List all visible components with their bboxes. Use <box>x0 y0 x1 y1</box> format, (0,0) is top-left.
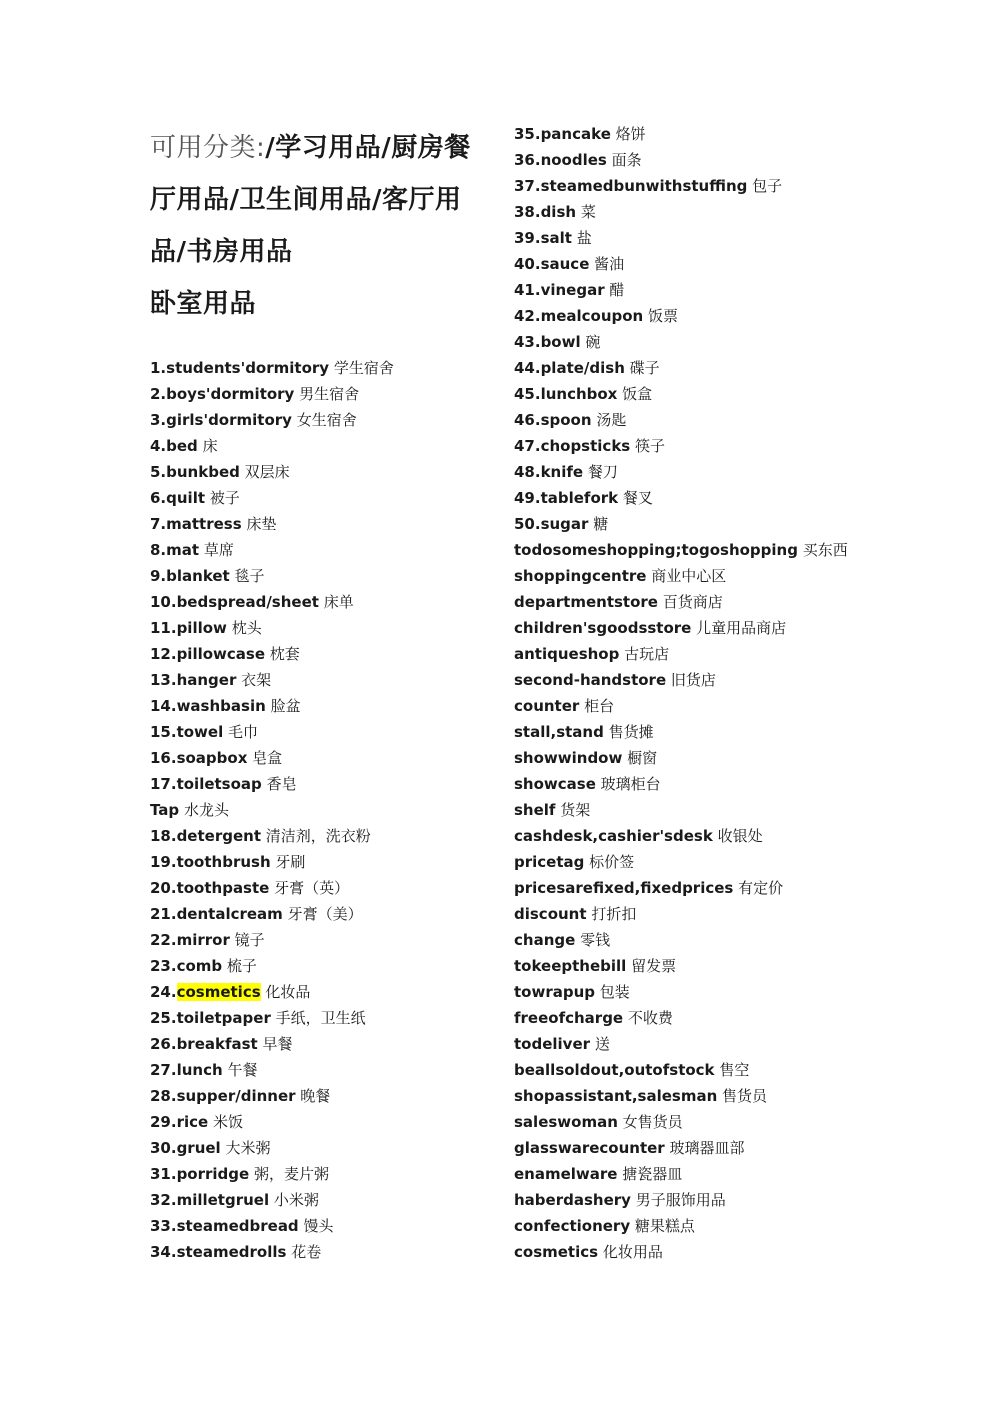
vocabulary-entry <box>150 1005 366 1031</box>
vocabulary-entry <box>150 1161 329 1187</box>
vocabulary-entry <box>150 823 371 849</box>
vocabulary-entry <box>514 849 634 875</box>
vocabulary-entry <box>150 641 300 667</box>
english-term: 16.soapbox <box>150 749 248 767</box>
chinese-translation: 大米粥 <box>225 1139 271 1157</box>
chinese-translation: 化妆品 <box>265 983 311 1001</box>
chinese-translation: 打折扣 <box>591 905 637 923</box>
chinese-translation: 旧货店 <box>670 671 716 689</box>
english-term: 10.bedspread/sheet <box>150 593 319 611</box>
heading-prefix: 可用分类: <box>150 133 266 163</box>
chinese-translation: 牙刷 <box>275 853 306 871</box>
chinese-translation: 筷子 <box>635 437 666 455</box>
vocabulary-entry <box>150 537 234 563</box>
english-term: 21.dentalcream <box>150 905 283 923</box>
english-term: 18.detergent <box>150 827 261 845</box>
chinese-translation: 包子 <box>752 177 783 195</box>
vocabulary-entry <box>514 771 661 797</box>
chinese-translation: 糖果糕点 <box>634 1217 695 1235</box>
vocabulary-entry <box>150 1083 330 1109</box>
vocabulary-entry <box>514 953 676 979</box>
vocabulary-entry <box>150 745 282 771</box>
chinese-translation: 送 <box>594 1035 610 1053</box>
chinese-translation: 碟子 <box>629 359 660 377</box>
english-term: 7.mattress <box>150 515 242 533</box>
vocabulary-entry <box>150 589 354 615</box>
chinese-translation: 古玩店 <box>624 645 670 663</box>
chinese-translation: 手纸，卫生纸 <box>275 1009 366 1027</box>
vocabulary-entry <box>514 797 590 823</box>
english-term: todosomeshopping;togoshopping <box>514 541 798 559</box>
heading-line-2: 厅用品/卫生间用品/客厅用 <box>150 185 462 215</box>
english-term: 27.lunch <box>150 1061 223 1079</box>
english-term: beallsoldout,outofstock <box>514 1061 715 1079</box>
vocabulary-entry <box>514 121 646 147</box>
vocabulary-entry <box>150 719 258 745</box>
english-term: 2.boys'dormitory <box>150 385 295 403</box>
english-term: 28.supper/dinner <box>150 1087 296 1105</box>
english-term: stall,stand <box>514 723 604 741</box>
vocabulary-entry <box>150 511 276 537</box>
chinese-translation: 梳子 <box>226 957 257 975</box>
vocabulary-entry <box>514 329 600 355</box>
vocabulary-entry <box>514 277 624 303</box>
english-term: second-handstore <box>514 671 667 689</box>
vocabulary-entry <box>150 381 359 407</box>
vocabulary-entry <box>514 459 618 485</box>
heading-line-1 <box>150 122 490 174</box>
vocabulary-entry <box>150 797 229 823</box>
english-term: 30.gruel <box>150 1139 221 1157</box>
vocabulary-entry <box>150 979 310 1005</box>
english-term: 20.toothpaste <box>150 879 270 897</box>
vocabulary-entry <box>514 511 608 537</box>
english-term: 40.sauce <box>514 255 590 273</box>
chinese-translation: 镜子 <box>234 931 265 949</box>
chinese-translation: 毯子 <box>234 567 265 585</box>
english-term: 32.milletgruel <box>150 1191 270 1209</box>
vocabulary-entry <box>514 433 665 459</box>
chinese-translation: 餐叉 <box>622 489 653 507</box>
english-term: 19.toothbrush <box>150 853 271 871</box>
chinese-translation: 床垫 <box>246 515 277 533</box>
vocabulary-entry <box>514 303 678 329</box>
chinese-translation: 百货商店 <box>662 593 723 611</box>
english-term: 43.bowl <box>514 333 581 351</box>
english-term: glasswarecounter <box>514 1139 665 1157</box>
chinese-translation: 女生宿舍 <box>296 411 357 429</box>
vocabulary-entry <box>514 199 596 225</box>
english-term: freeofcharge <box>514 1009 624 1027</box>
chinese-translation: 床单 <box>323 593 354 611</box>
chinese-translation: 饭票 <box>648 307 679 325</box>
chinese-translation: 牙膏（美） <box>287 905 363 923</box>
vocabulary-entry <box>514 1083 767 1109</box>
vocabulary-entry <box>514 693 614 719</box>
vocabulary-entry <box>514 225 592 251</box>
english-term: 4.bed <box>150 437 198 455</box>
chinese-translation: 不收费 <box>627 1009 673 1027</box>
chinese-translation: 男子服饰用品 <box>635 1191 726 1209</box>
chinese-translation: 糖 <box>593 515 609 533</box>
english-term: cosmetics <box>514 1243 599 1261</box>
vocabulary-entry <box>150 485 240 511</box>
vocabulary-entry <box>514 667 716 693</box>
chinese-translation: 菜 <box>580 203 596 221</box>
vocabulary-entry <box>150 615 262 641</box>
english-term: 12.pillowcase <box>150 645 266 663</box>
english-term: 37.steamedbunwithstuffing <box>514 177 748 195</box>
chinese-translation: 男生宿舍 <box>299 385 360 403</box>
chinese-translation: 碗 <box>585 333 601 351</box>
vocabulary-entry <box>514 745 657 771</box>
vocabulary-entry <box>150 1213 333 1239</box>
english-term: 35.pancake <box>514 125 611 143</box>
chinese-translation: 早餐 <box>262 1035 293 1053</box>
vocabulary-entry <box>514 1161 682 1187</box>
english-term: 41.vinegar <box>514 281 605 299</box>
chinese-translation: 收银处 <box>717 827 763 845</box>
english-term: towrapup <box>514 983 596 1001</box>
chinese-translation: 馒头 <box>303 1217 334 1235</box>
english-term: showcase <box>514 775 596 793</box>
vocabulary-entry <box>514 901 636 927</box>
chinese-translation: 玻璃器皿部 <box>669 1139 745 1157</box>
english-term: 25.toiletpaper <box>150 1009 271 1027</box>
english-term: 24. <box>150 983 177 1001</box>
chinese-translation: 双层床 <box>244 463 290 481</box>
english-term: 44.plate/dish <box>514 359 625 377</box>
english-term: 48.knife <box>514 463 584 481</box>
chinese-translation: 玻璃柜台 <box>600 775 661 793</box>
english-term: children'sgoodsstore <box>514 619 692 637</box>
chinese-translation: 餐刀 <box>587 463 618 481</box>
vocabulary-entry <box>514 1031 610 1057</box>
english-term: 42.mealcoupon <box>514 307 644 325</box>
chinese-translation: 有定价 <box>738 879 784 897</box>
chinese-translation: 橱窗 <box>627 749 658 767</box>
chinese-translation: 汤匙 <box>596 411 627 429</box>
english-term: 34.steamedrolls <box>150 1243 287 1261</box>
english-term: 17.toiletsoap <box>150 775 262 793</box>
english-term: departmentstore <box>514 593 658 611</box>
vocabulary-entry <box>150 771 297 797</box>
english-term: shelf <box>514 801 556 819</box>
vocabulary-entry <box>150 927 265 953</box>
english-term: 45.lunchbox <box>514 385 618 403</box>
chinese-translation: 盐 <box>576 229 592 247</box>
vocabulary-entry <box>514 147 642 173</box>
chinese-translation: 水龙头 <box>183 801 229 819</box>
chinese-translation: 醋 <box>609 281 625 299</box>
chinese-translation: 学生宿舍 <box>333 359 394 377</box>
vocabulary-entry <box>514 927 610 953</box>
highlighted-term: cosmetics <box>176 983 261 1001</box>
chinese-translation: 牙膏（英） <box>274 879 350 897</box>
vocabulary-entry <box>514 251 624 277</box>
english-term: 31.porridge <box>150 1165 250 1183</box>
chinese-translation: 衣架 <box>241 671 272 689</box>
vocabulary-entry <box>150 459 290 485</box>
chinese-translation: 毛巾 <box>228 723 259 741</box>
vocabulary-entry <box>150 563 265 589</box>
chinese-translation: 小米粥 <box>273 1191 319 1209</box>
vocabulary-entry <box>514 615 786 641</box>
vocabulary-entry <box>514 537 848 563</box>
english-term: 38.dish <box>514 203 577 221</box>
english-term: showwindow <box>514 749 623 767</box>
vocabulary-entry <box>514 641 669 667</box>
chinese-translation: 香皂 <box>266 775 297 793</box>
english-term: 39.salt <box>514 229 572 247</box>
english-term: 11.pillow <box>150 619 227 637</box>
english-term: 1.students'dormitory <box>150 359 330 377</box>
chinese-translation: 脸盆 <box>270 697 301 715</box>
chinese-translation: 枕头 <box>231 619 262 637</box>
english-term: 47.chopsticks <box>514 437 631 455</box>
english-term: todeliver <box>514 1035 591 1053</box>
vocabulary-entry <box>514 589 723 615</box>
english-term: 9.blanket <box>150 567 230 585</box>
heading-line-1-text: /学习用品/厨房餐 <box>265 133 471 163</box>
english-term: pricesarefixed,fixedprices <box>514 879 734 897</box>
vocabulary-entry <box>514 1239 663 1265</box>
chinese-translation: 零钱 <box>580 931 611 949</box>
vocabulary-entry <box>514 1057 749 1083</box>
english-term: counter <box>514 697 580 715</box>
chinese-translation: 面条 <box>611 151 642 169</box>
english-term: 14.washbasin <box>150 697 266 715</box>
vocabulary-entry <box>150 693 301 719</box>
english-term: change <box>514 931 576 949</box>
english-term: shopassistant,salesman <box>514 1087 718 1105</box>
english-term: cashdesk,cashier'sdesk <box>514 827 713 845</box>
vocabulary-entry <box>150 1057 257 1083</box>
chinese-translation: 售货摊 <box>608 723 654 741</box>
vocabulary-entry <box>150 1031 293 1057</box>
english-term: 50.sugar <box>514 515 589 533</box>
english-term: saleswoman <box>514 1113 618 1131</box>
english-term: Tap <box>150 801 180 819</box>
vocabulary-entry <box>150 953 257 979</box>
english-term: shoppingcentre <box>514 567 647 585</box>
english-term: antiqueshop <box>514 645 620 663</box>
english-term: 29.rice <box>150 1113 209 1131</box>
english-term: pricetag <box>514 853 585 871</box>
english-term: 33.steamedbread <box>150 1217 299 1235</box>
category-heading <box>150 122 490 330</box>
english-term: 6.quilt <box>150 489 206 507</box>
chinese-translation: 枕套 <box>269 645 300 663</box>
chinese-translation: 留发票 <box>631 957 677 975</box>
english-term: haberdashery <box>514 1191 631 1209</box>
chinese-translation: 烙饼 <box>615 125 646 143</box>
chinese-translation: 标价签 <box>589 853 635 871</box>
chinese-translation: 买东西 <box>802 541 848 559</box>
vocabulary-entry <box>514 1109 683 1135</box>
chinese-translation: 商业中心区 <box>651 567 727 585</box>
vocabulary-entry <box>150 407 357 433</box>
chinese-translation: 被子 <box>209 489 240 507</box>
chinese-translation: 女售货员 <box>622 1113 683 1131</box>
chinese-translation: 包装 <box>599 983 630 1001</box>
chinese-translation: 草席 <box>203 541 234 559</box>
chinese-translation: 皂盒 <box>252 749 283 767</box>
vocabulary-entry <box>514 485 653 511</box>
english-term: 8.mat <box>150 541 200 559</box>
vocabulary-entry <box>514 407 626 433</box>
chinese-translation: 清洁剂，洗衣粉 <box>265 827 371 845</box>
english-term: 36.noodles <box>514 151 607 169</box>
english-term: enamelware <box>514 1165 618 1183</box>
english-term: 15.towel <box>150 723 224 741</box>
vocabulary-entry <box>514 719 654 745</box>
vocabulary-entry <box>514 979 630 1005</box>
vocabulary-entry <box>514 355 660 381</box>
english-term: discount <box>514 905 587 923</box>
chinese-translation: 午餐 <box>227 1061 258 1079</box>
vocabulary-entry <box>150 1187 319 1213</box>
heading-line-3: 品/书房用品 <box>150 237 293 267</box>
chinese-translation: 柜台 <box>584 697 615 715</box>
english-term: 46.spoon <box>514 411 592 429</box>
vocabulary-entry <box>514 173 782 199</box>
vocabulary-entry <box>150 875 349 901</box>
chinese-translation: 花卷 <box>291 1243 322 1261</box>
vocabulary-entry <box>514 823 763 849</box>
english-term: 5.bunkbed <box>150 463 240 481</box>
chinese-translation: 粥，麦片粥 <box>253 1165 329 1183</box>
vocabulary-entry <box>150 1135 271 1161</box>
english-term: 13.hanger <box>150 671 237 689</box>
english-term: confectionery <box>514 1217 631 1235</box>
vocabulary-entry <box>514 875 783 901</box>
english-term: tokeepthebill <box>514 957 627 975</box>
english-term: 23.comb <box>150 957 223 975</box>
vocabulary-entry <box>150 355 394 381</box>
vocabulary-entry <box>150 433 218 459</box>
vocabulary-entry <box>514 381 652 407</box>
english-term: 3.girls'dormitory <box>150 411 292 429</box>
chinese-translation: 米饭 <box>212 1113 243 1131</box>
chinese-translation: 货架 <box>560 801 591 819</box>
chinese-translation: 售空 <box>719 1061 750 1079</box>
vocabulary-entry <box>150 667 271 693</box>
vocabulary-entry <box>514 563 726 589</box>
chinese-translation: 化妆用品 <box>602 1243 663 1261</box>
vocabulary-entry <box>514 1135 745 1161</box>
english-term: 26.breakfast <box>150 1035 258 1053</box>
vocabulary-entry <box>150 1239 321 1265</box>
chinese-translation: 售货员 <box>722 1087 768 1105</box>
english-term: 22.mirror <box>150 931 230 949</box>
chinese-translation: 晚餐 <box>300 1087 331 1105</box>
chinese-translation: 搪瓷器皿 <box>622 1165 683 1183</box>
chinese-translation: 酱油 <box>594 255 625 273</box>
vocabulary-entry <box>150 1109 243 1135</box>
vocabulary-entry <box>514 1213 695 1239</box>
english-term: 49.tablefork <box>514 489 619 507</box>
chinese-translation: 床 <box>202 437 218 455</box>
vocabulary-entry <box>514 1187 726 1213</box>
chinese-translation: 儿童用品商店 <box>696 619 787 637</box>
vocabulary-entry <box>150 901 363 927</box>
heading-line-4: 卧室用品 <box>150 289 257 319</box>
vocabulary-entry <box>150 849 305 875</box>
chinese-translation: 饭盒 <box>622 385 653 403</box>
vocabulary-entry <box>514 1005 673 1031</box>
